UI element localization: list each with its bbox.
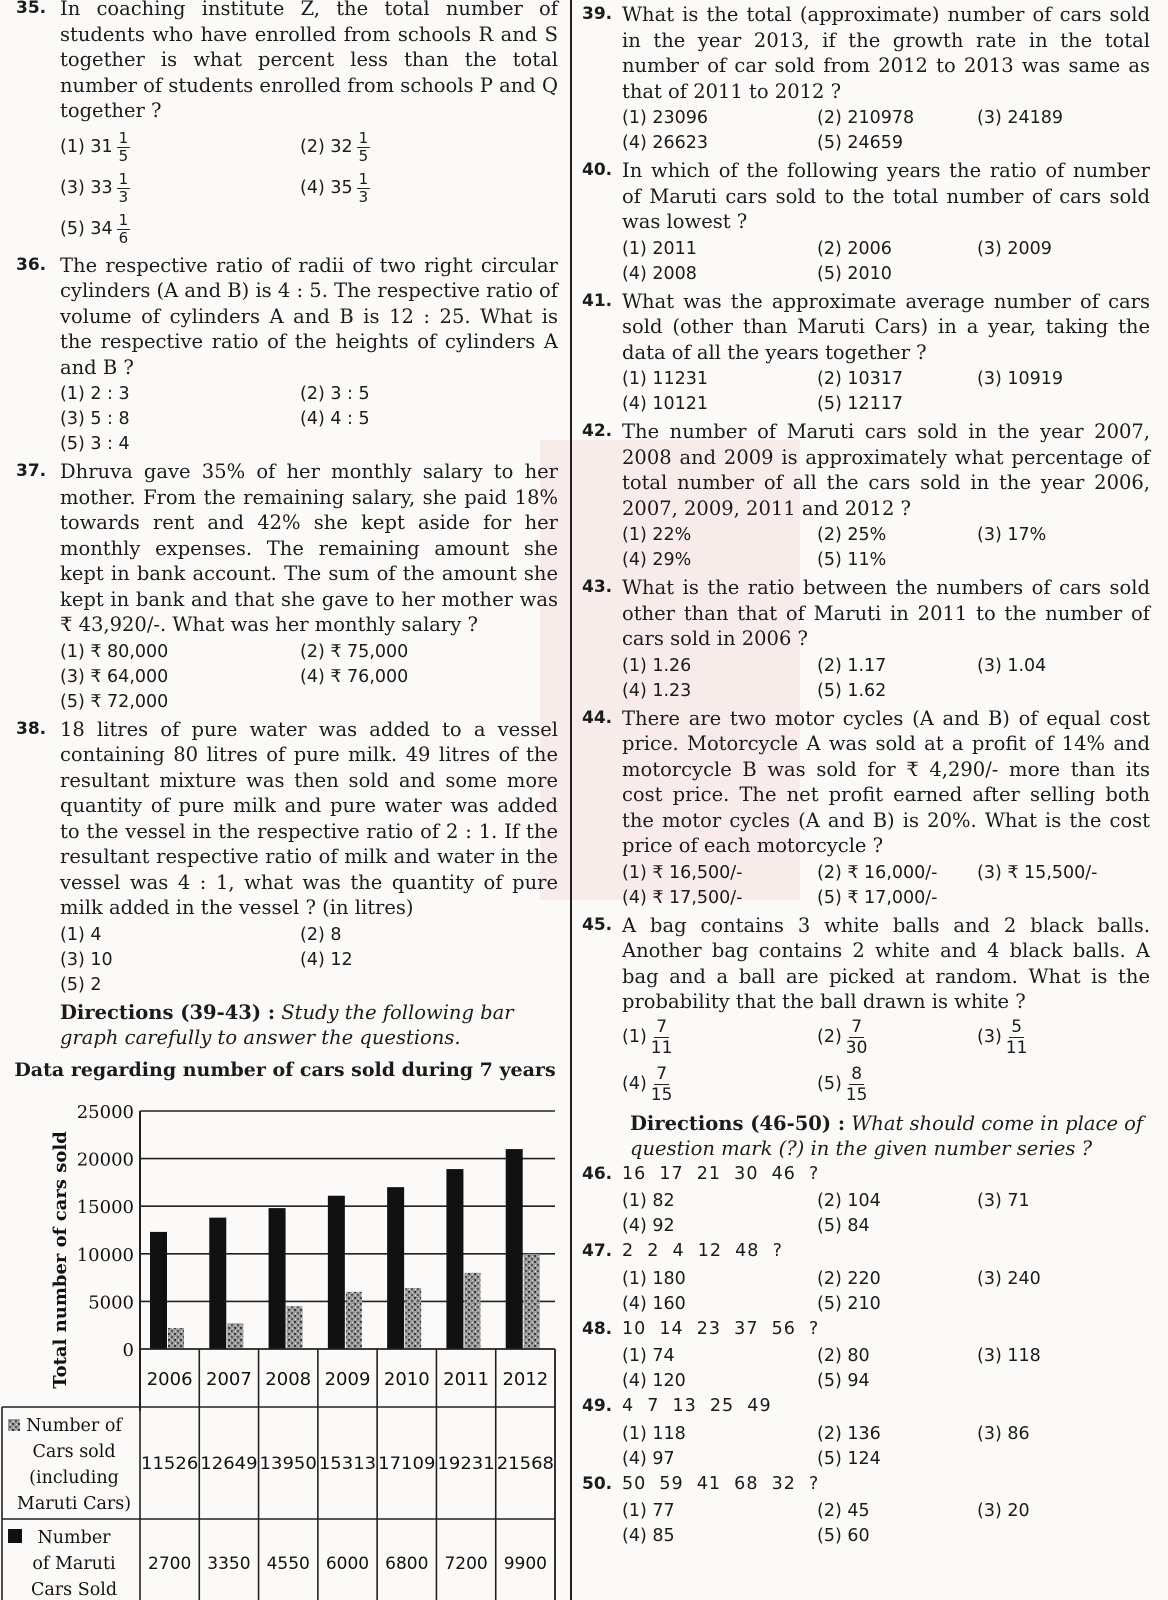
question-37 <box>0 459 570 715</box>
table-cell-total: 15313 <box>318 1453 377 1473</box>
question-36 <box>0 253 570 458</box>
option-1[interactable]: (1) 82 <box>622 1191 675 1211</box>
question-41 <box>574 289 1168 418</box>
fraction: $\frac{8}{15}$ <box>845 1063 868 1105</box>
option-5[interactable]: (5) 1.62 <box>817 680 887 701</box>
bar-maruti-2011 <box>464 1272 480 1348</box>
option-1[interactable]: (1) 2 : 3 <box>60 384 130 404</box>
question-48 <box>574 1317 1168 1395</box>
y-tick-label: 20000 <box>76 1149 134 1171</box>
option-2[interactable]: (2) 80 <box>817 1346 870 1366</box>
question-number: 38. <box>16 718 47 739</box>
question-number: 46. <box>582 1163 613 1184</box>
option-4[interactable]: (4) 160 <box>622 1293 686 1314</box>
option-5[interactable]: (5) 2 <box>60 974 102 995</box>
option-3[interactable]: (3) 5 : 8 <box>60 409 130 429</box>
option-1[interactable]: (1) 74 <box>622 1346 675 1366</box>
option-5[interactable]: (5) 3 : 4 <box>60 434 130 454</box>
question-text: Dhruva gave 35% of her monthly salary to her mother. From the remaining salary, she paid 18% towards rent and 42% she kept aside for her monthly expenses. The remaining amount she kept in bank account. The sum of the amount she kept in bank and that she gave to her mother was ₹ 43,920/-. What was her monthly salary ? <box>60 460 558 636</box>
option-2[interactable]: (2) 25% <box>817 525 887 545</box>
question-text: The respective ratio of radii of two right circular cylinders (A and B) is 4 : 5. The respective ratio of volume of cylinders A and B is 12 : 25. What is the respective ratio of the heights of cylinders A and B ? <box>60 253 558 379</box>
options <box>622 1267 1150 1317</box>
option-1[interactable]: (1) 118 <box>622 1423 686 1444</box>
option-2[interactable]: (2) 3 : 5 <box>300 384 370 404</box>
x-category-label: 2011 <box>443 1368 489 1390</box>
bar-total-2008 <box>269 1208 286 1349</box>
option-1[interactable]: (1) 22% <box>622 525 692 545</box>
option-4[interactable]: (4) 92 <box>622 1216 675 1236</box>
options <box>622 523 1150 573</box>
bar-maruti-2008 <box>287 1306 303 1349</box>
legend-label-maruti: of Maruti <box>32 1553 116 1574</box>
options <box>622 237 1150 287</box>
option-4[interactable]: (4) 120 <box>622 1371 686 1391</box>
fraction: $\frac{7}{30}$ <box>845 1016 868 1058</box>
bar-chart <box>0 1081 570 1600</box>
bar-total-2010 <box>387 1187 404 1349</box>
directions-text: Study the following bar graph carefully to answer the questions. <box>60 1000 514 1049</box>
question-number: 40. <box>582 160 613 180</box>
number-series: 10 14 23 37 56 ? <box>622 1318 820 1339</box>
question-39 <box>574 2 1168 156</box>
options <box>622 1422 1150 1472</box>
option-3[interactable]: (3) 10919 <box>977 369 1064 389</box>
right-questions <box>574 2 1168 1105</box>
question-47 <box>574 1239 1168 1317</box>
options <box>60 640 558 715</box>
directions-46-50 <box>574 1111 1168 1162</box>
option-1[interactable]: (1) $\frac{7}{11}$ <box>622 1016 673 1058</box>
directions-text: What should come in place of question mark (?) in the given number series ? <box>630 1111 1144 1160</box>
option-3[interactable]: (3) 240 <box>977 1268 1041 1289</box>
question-46 <box>574 1162 1168 1240</box>
option-3[interactable]: (3) 71 <box>977 1191 1030 1211</box>
question-text: What is the ratio between the numbers of cars sold other than that of Maruti in 2011 to the number of cars sold in 2006 ? <box>622 576 1150 650</box>
y-tick-label: 15000 <box>76 1196 134 1218</box>
option-3[interactable]: (3) ₹ 15,500/- <box>977 862 1098 883</box>
bar-maruti-2012 <box>524 1253 540 1348</box>
option-3[interactable]: (3) 20 <box>977 1501 1030 1521</box>
option-1[interactable]: (1) ₹ 80,000 <box>60 641 169 662</box>
option-4[interactable]: (4) 29% <box>622 550 692 570</box>
right-column <box>574 0 1168 1600</box>
question-45 <box>574 913 1168 1105</box>
options <box>60 923 558 998</box>
option-2[interactable]: (2) ₹ 75,000 <box>300 641 409 662</box>
question-number: 35. <box>16 0 47 18</box>
option-2[interactable]: (2) 2006 <box>817 238 892 259</box>
table-cell-total: 17109 <box>378 1453 436 1473</box>
option-1[interactable]: (1) 77 <box>622 1501 675 1521</box>
option-4[interactable]: (4) 2008 <box>622 263 697 284</box>
option-2[interactable]: (2) 8 <box>300 924 342 945</box>
number-series: 50 59 41 68 32 ? <box>622 1473 820 1494</box>
options <box>622 1499 1150 1549</box>
x-category-label: 2008 <box>265 1368 312 1390</box>
option-2[interactable]: (2) 220 <box>817 1268 881 1289</box>
option-2[interactable]: (2) ₹ 16,000/- <box>817 862 938 883</box>
table-cell-maruti: 6000 <box>325 1553 370 1574</box>
legend-label-maruti: Cars Sold <box>30 1579 118 1600</box>
option-4[interactable]: (4) $\frac{7}{15}$ <box>622 1063 673 1105</box>
table-cell-total: 13950 <box>259 1453 317 1473</box>
option-5[interactable]: (5) 210 <box>817 1293 881 1314</box>
question-text: There are two motor cycles (A and B) of equal cost price. Motorcycle A was sold at a profit of 14% and motorcycle B was sold for ₹ 4,290/- more than its cost price. The net profit earned after selling both the motor cycles (A and B) is 20%. What is the cost price of each motorcycle ? <box>622 706 1150 857</box>
option-2[interactable]: (2) 10317 <box>817 369 904 389</box>
option-4[interactable]: (4) 35 $\frac{1}{3}$ <box>300 169 369 206</box>
option-5[interactable]: (5) ₹ 72,000 <box>60 691 169 712</box>
series-questions <box>574 1162 1168 1550</box>
option-5[interactable]: (5) 60 <box>817 1526 870 1546</box>
question-number: 43. <box>582 577 613 597</box>
question-text: A bag contains 3 white balls and 2 black balls. Another bag contains 2 white and 4 black balls. A bag and a ball are picked at random. What is the probability that the ball drawn is white ? <box>622 913 1150 1013</box>
table-cell-total: 11526 <box>141 1453 199 1473</box>
question-text: In coaching institute Z, the total number of students who have enrolled from schools R and S together is what percent less than the total number of students enrolled from schools P and Q together ? <box>60 0 558 122</box>
option-1[interactable]: (1) 180 <box>622 1268 686 1289</box>
options <box>622 654 1150 704</box>
fraction: $\frac{1}{3}$ <box>358 169 369 206</box>
option-1[interactable]: (1) 23096 <box>622 108 709 128</box>
question-38 <box>0 717 570 998</box>
legend-label-total: Maruti Cars) <box>16 1493 132 1514</box>
directions-label: Directions (39-43) : <box>60 1000 276 1024</box>
table-cell-maruti: 2700 <box>148 1553 192 1574</box>
question-number: 47. <box>582 1241 613 1261</box>
options <box>622 861 1150 911</box>
directions-label: Directions (46-50) : <box>630 1111 846 1135</box>
y-tick-label: 5000 <box>88 1291 134 1313</box>
table-cell-total: 21568 <box>496 1453 554 1473</box>
option-2[interactable]: (2) $\frac{7}{30}$ <box>817 1016 868 1058</box>
table-cell-total: 12649 <box>200 1453 258 1473</box>
x-category-label: 2010 <box>383 1368 430 1390</box>
option-5[interactable]: (5) $\frac{8}{15}$ <box>817 1063 868 1105</box>
question-35 <box>0 0 570 247</box>
option-2[interactable]: (2) 210978 <box>817 108 915 128</box>
fraction: $\frac{7}{15}$ <box>650 1063 673 1105</box>
option-3[interactable]: (3) 1.04 <box>977 655 1047 676</box>
question-text: The number of Maruti cars sold in the year 2007, 2008 and 2009 is approximately what percentage of total number of all the cars sold in the year 2006, 2007, 2009, 2011 and 2012 ? <box>622 420 1150 520</box>
fraction: $\frac{5}{11}$ <box>1005 1016 1028 1058</box>
x-category-label: 2012 <box>502 1368 549 1390</box>
option-2[interactable]: (2) 104 <box>817 1191 881 1211</box>
fraction: $\frac{1}{6}$ <box>118 210 129 247</box>
table-cell-maruti: 9900 <box>503 1553 547 1574</box>
option-3[interactable]: (3) ₹ 64,000 <box>60 666 169 687</box>
option-5[interactable]: (5) 11% <box>817 550 887 570</box>
option-1[interactable]: (1) 4 <box>60 924 102 945</box>
option-4[interactable]: (4) 26623 <box>622 133 709 153</box>
legend-label-total: Number of <box>26 1415 122 1436</box>
options <box>622 1189 1150 1239</box>
directions-39-43 <box>0 1000 570 1051</box>
option-4[interactable]: (4) 1.23 <box>622 680 692 701</box>
bar-total-2009 <box>328 1195 345 1348</box>
fraction: $\frac{1}{3}$ <box>118 169 129 206</box>
question-number: 37. <box>16 461 47 481</box>
bar-total-2012 <box>506 1149 523 1349</box>
option-1[interactable]: (1) 1.26 <box>622 655 692 676</box>
table-cell-maruti: 3350 <box>207 1553 251 1574</box>
options <box>622 106 1150 156</box>
question-49 <box>574 1394 1168 1472</box>
question-number: 42. <box>582 421 613 441</box>
option-5[interactable]: (5) 34 $\frac{1}{6}$ <box>60 210 129 247</box>
question-number: 39. <box>582 4 613 24</box>
bar-maruti-2009 <box>346 1291 362 1348</box>
left-column <box>0 0 572 1600</box>
option-3[interactable]: (3) 24189 <box>977 108 1064 128</box>
option-5[interactable]: (5) ₹ 17,000/- <box>817 887 938 908</box>
option-5[interactable]: (5) 24659 <box>817 133 904 153</box>
option-3[interactable]: (3) 17% <box>977 525 1047 545</box>
option-1[interactable]: (1) 2011 <box>622 238 697 259</box>
option-2[interactable]: (2) 136 <box>817 1423 881 1444</box>
question-43 <box>574 575 1168 704</box>
option-5[interactable]: (5) 94 <box>817 1371 870 1391</box>
option-2[interactable]: (2) 32 $\frac{1}{5}$ <box>300 128 369 165</box>
options <box>622 1344 1150 1394</box>
bar-total-2007 <box>209 1217 226 1348</box>
question-42 <box>574 419 1168 573</box>
option-5[interactable]: (5) 2010 <box>817 263 892 284</box>
chart-data-table <box>2 1349 555 1600</box>
question-number: 50. <box>582 1473 613 1494</box>
y-tick-label: 10000 <box>76 1244 134 1266</box>
options <box>622 367 1150 417</box>
option-3[interactable]: (3) 33 $\frac{1}{3}$ <box>60 169 129 206</box>
option-5[interactable]: (5) 84 <box>817 1216 870 1236</box>
question-number: 36. <box>16 254 47 275</box>
option-4[interactable]: (4) ₹ 17,500/- <box>622 887 743 908</box>
x-category-label: 2007 <box>206 1368 252 1390</box>
fraction: $\frac{1}{5}$ <box>358 128 369 165</box>
option-4[interactable]: (4) 12 <box>300 949 353 970</box>
fraction: $\frac{1}{5}$ <box>118 128 129 165</box>
legend-swatch-maruti <box>8 1529 22 1543</box>
y-axis-label: Total number of cars sold <box>50 1130 71 1389</box>
options <box>60 130 558 247</box>
option-3[interactable]: (3) 118 <box>977 1346 1041 1366</box>
option-4[interactable]: (4) 85 <box>622 1526 675 1546</box>
option-2[interactable]: (2) 45 <box>817 1501 870 1521</box>
option-3[interactable]: (3) $\frac{5}{11}$ <box>977 1016 1028 1058</box>
options <box>622 1017 1150 1105</box>
legend-label-total: Cars sold <box>32 1441 116 1462</box>
y-tick-label: 25000 <box>76 1101 134 1123</box>
option-4[interactable]: (4) 97 <box>622 1448 675 1469</box>
question-40 <box>574 158 1168 287</box>
bar-maruti-2007 <box>227 1323 243 1349</box>
options <box>60 382 558 457</box>
number-series: 4 7 13 25 49 <box>622 1396 772 1416</box>
number-series: 16 17 21 30 46 ? <box>622 1163 820 1184</box>
number-series: 2 2 4 12 48 ? <box>622 1241 783 1261</box>
option-4[interactable]: (4) 4 : 5 <box>300 409 370 429</box>
bar-maruti-2010 <box>405 1288 421 1349</box>
bar-total-2006 <box>150 1231 167 1348</box>
chart-y-axis <box>50 1102 140 1411</box>
bar-maruti-2006 <box>168 1328 184 1349</box>
option-4[interactable]: (4) 10121 <box>622 394 709 414</box>
option-4[interactable]: (4) ₹ 76,000 <box>300 666 409 687</box>
question-text: In which of the following years the ratio of number of Maruti cars sold to the total number of cars sold was lowest ? <box>622 159 1150 233</box>
question-number: 48. <box>582 1318 613 1339</box>
question-number: 41. <box>582 290 613 311</box>
x-category-label: 2009 <box>324 1368 371 1390</box>
question-number: 44. <box>582 707 613 728</box>
question-text: What is the total (approximate) number of cars sold in the year 2013, if the growth rate in the total number of car sold from 2012 to 2013 was same as that of 2011 to 2012 ? <box>622 3 1150 103</box>
fraction: $\frac{7}{11}$ <box>650 1016 673 1058</box>
legend-label-maruti: Number <box>37 1527 111 1548</box>
option-3[interactable]: (3) 86 <box>977 1423 1030 1444</box>
bar-total-2011 <box>446 1169 463 1349</box>
legend-swatch-total <box>8 1419 20 1431</box>
question-number: 45. <box>582 914 613 935</box>
option-1[interactable]: (1) 11231 <box>622 369 709 389</box>
bar-chart-svg <box>0 1081 570 1600</box>
legend-label-total: (including <box>29 1467 119 1488</box>
table-cell-maruti: 7200 <box>444 1553 488 1574</box>
chart-title: Data regarding number of cars sold during 7 years <box>14 1058 556 1081</box>
option-1[interactable]: (1) 31 $\frac{1}{5}$ <box>60 128 129 165</box>
table-cell-total: 19231 <box>437 1453 495 1473</box>
question-44 <box>574 706 1168 911</box>
question-50 <box>574 1472 1168 1550</box>
option-2[interactable]: (2) 1.17 <box>817 655 887 676</box>
question-text: What was the approximate average number of cars sold (other than Maruti Cars) in a year, taking the data of all the years together ? <box>622 289 1150 364</box>
x-category-label: 2006 <box>146 1368 193 1390</box>
option-5[interactable]: (5) 124 <box>817 1448 881 1469</box>
table-cell-maruti: 4550 <box>266 1553 310 1574</box>
option-5[interactable]: (5) 12117 <box>817 394 904 414</box>
chart-bars <box>150 1149 540 1349</box>
question-number: 49. <box>582 1396 613 1416</box>
option-1[interactable]: (1) ₹ 16,500/- <box>622 862 743 883</box>
question-text: 18 litres of pure water was added to a vessel containing 80 litres of pure milk. 49 litres of the resultant mixture was then sold and some more quantity of pure milk and pure water was added to the vessel in the respective ratio of 2 : 1. If the resultant respective ratio of milk and water in the vessel was 4 : 1, what was the quantity of pure milk added in the vessel ? (in litres) <box>60 717 558 919</box>
y-tick-label: 0 <box>122 1339 134 1361</box>
option-3[interactable]: (3) 2009 <box>977 238 1052 259</box>
table-cell-maruti: 6800 <box>385 1553 429 1574</box>
option-3[interactable]: (3) 10 <box>60 949 113 970</box>
